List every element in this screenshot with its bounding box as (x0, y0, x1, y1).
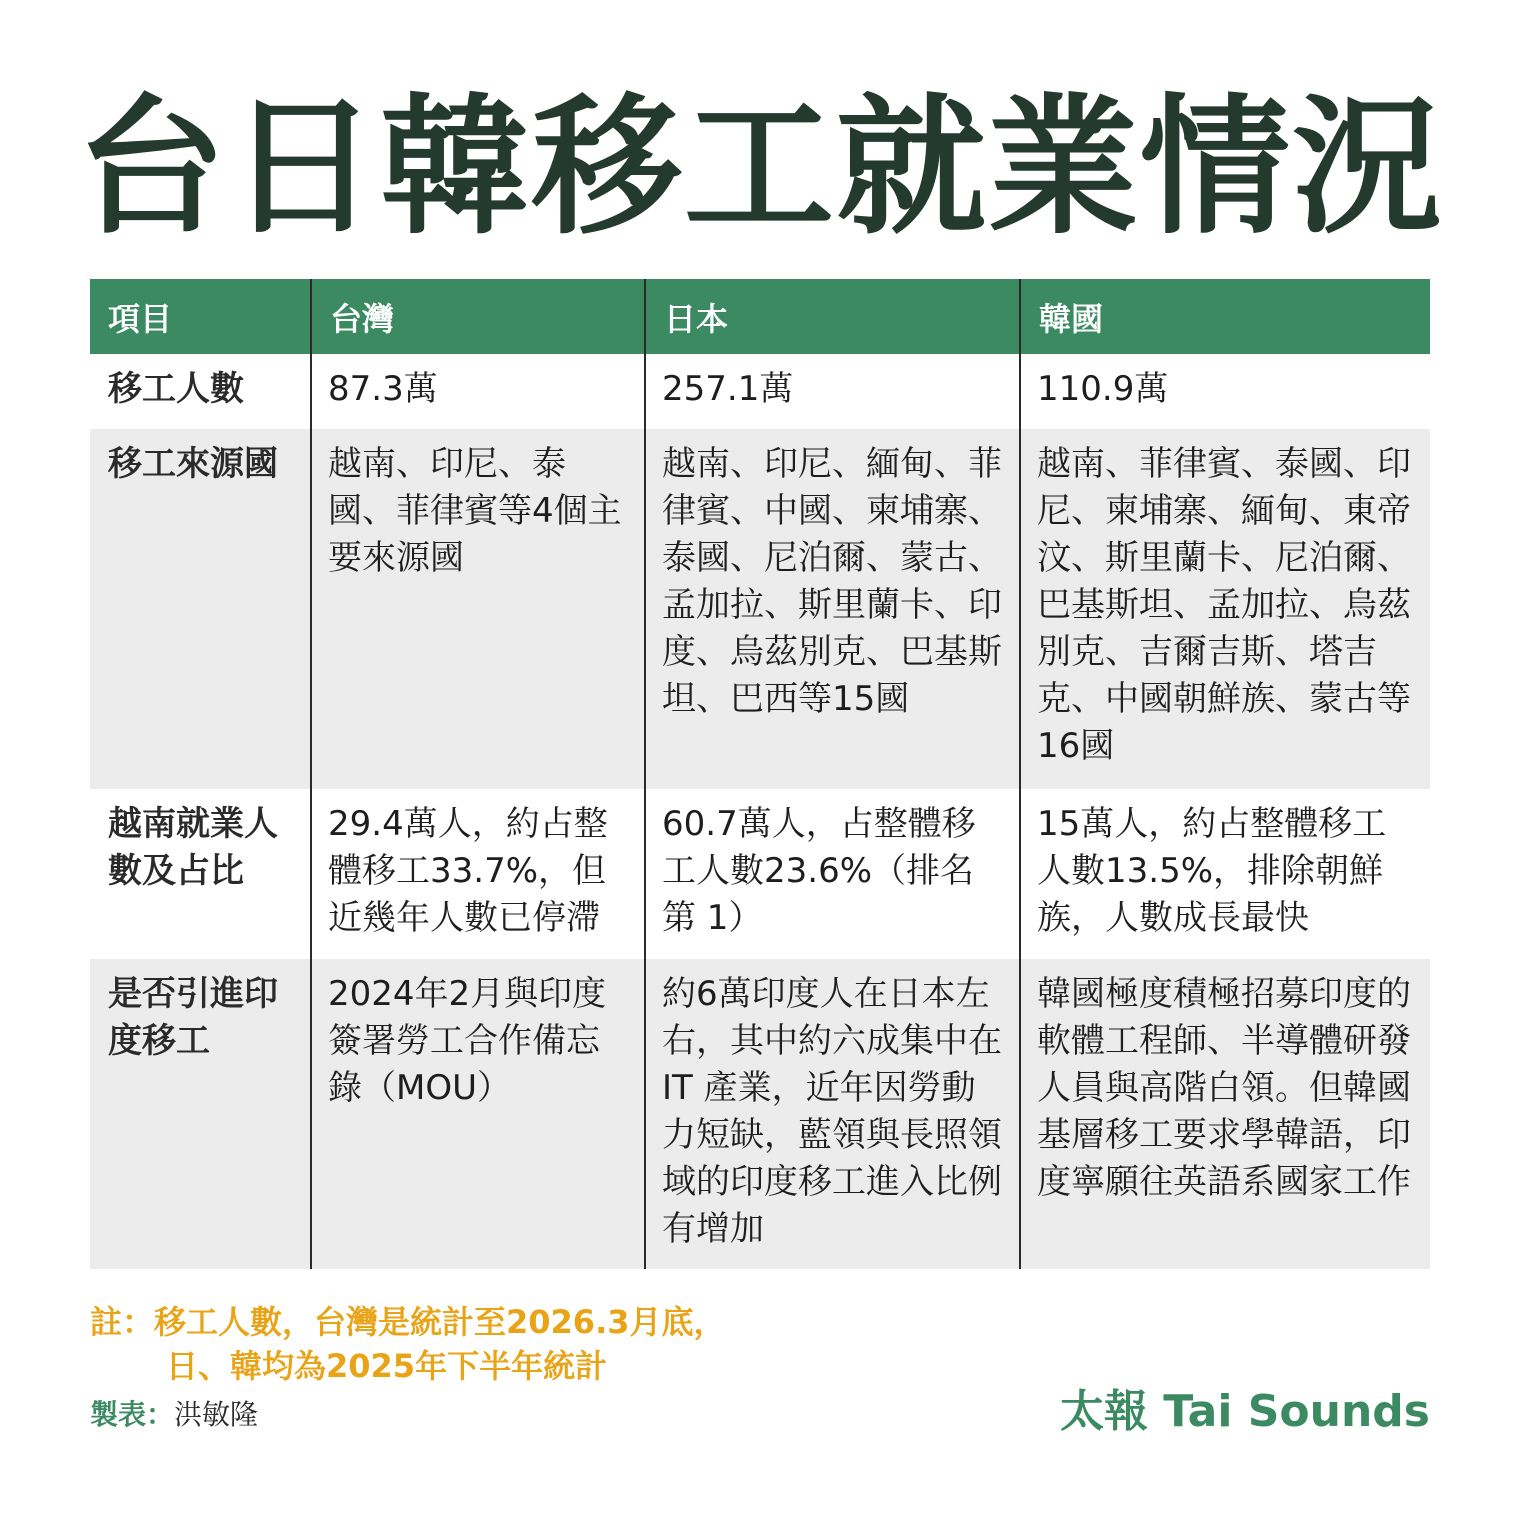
table-row-worker-count (90, 354, 1430, 429)
brand-logo-text: 太報 Tai Sounds (1059, 1386, 1430, 1437)
cell-japan: 60.7萬人，占整體移工人數23.6%（排名第 1） (645, 789, 1020, 959)
maker-label: 製表： (90, 1398, 175, 1431)
footnote (90, 1300, 726, 1388)
maker-name: 洪敏隆 (174, 1398, 259, 1431)
header-taiwan: 台灣 (311, 279, 645, 354)
header-korea: 韓國 (1020, 279, 1430, 354)
cell-taiwan: 29.4萬人，約占整體移工33.7%，但近幾年人數已停滯 (311, 789, 645, 959)
cell-japan: 257.1萬 (645, 354, 1020, 429)
table-maker-credit (90, 1395, 258, 1435)
header-japan: 日本 (645, 279, 1020, 354)
cell-taiwan: 2024年2月與印度簽署勞工合作備忘錄（MOU） (311, 959, 645, 1269)
table-row-source-countries (90, 429, 1430, 789)
table-row-india-workers (90, 959, 1430, 1269)
cell-korea: 15萬人，約占整體移工人數13.5%，排除朝鮮族，人數成長最快 (1020, 789, 1430, 959)
cell-taiwan: 87.3萬 (311, 354, 645, 429)
row-label: 移工來源國 (90, 429, 311, 789)
cell-korea: 越南、菲律賓、泰國、印尼、柬埔寨、緬甸、東帝汶、斯里蘭卡、尼泊爾、巴基斯坦、孟加拉、烏茲別克、吉爾吉斯、塔吉克、中國朝鮮族、蒙古等16國 (1020, 429, 1430, 789)
footnote-line1: 註：移工人數，台灣是統計至2026.3月底， (90, 1303, 726, 1341)
cell-japan: 約6萬印度人在日本左右，其中約六成集中在 IT 產業，近年因勞動力短缺，藍領與長照領域的印度移工進入比例有增加 (645, 959, 1020, 1269)
cell-taiwan: 越南、印尼、泰國、菲律賓等4個主要來源國 (311, 429, 645, 789)
row-label: 是否引進印度移工 (90, 959, 311, 1269)
header-item: 項目 (90, 279, 311, 354)
cell-korea: 110.9萬 (1020, 354, 1430, 429)
row-label: 越南就業人數及占比 (90, 789, 311, 959)
comparison-table (90, 279, 1430, 1269)
table-row-vietnam-share (90, 789, 1430, 959)
page-title: 台日韓移工就業情況 (75, 81, 1444, 255)
row-label: 移工人數 (90, 354, 311, 429)
cell-korea: 韓國極度積極招募印度的軟體工程師、半導體研發人員與高階白領。但韓國基層移工要求學韓語，印度寧願往英語系國家工作 (1020, 959, 1430, 1269)
table-header-row (90, 279, 1430, 354)
cell-japan: 越南、印尼、緬甸、菲律賓、中國、柬埔寨、泰國、尼泊爾、蒙古、孟加拉、斯里蘭卡、印度、烏茲別克、巴基斯坦、巴西等15國 (645, 429, 1020, 789)
footnote-line2: 日、韓均為2025年下半年統計 (166, 1347, 608, 1385)
